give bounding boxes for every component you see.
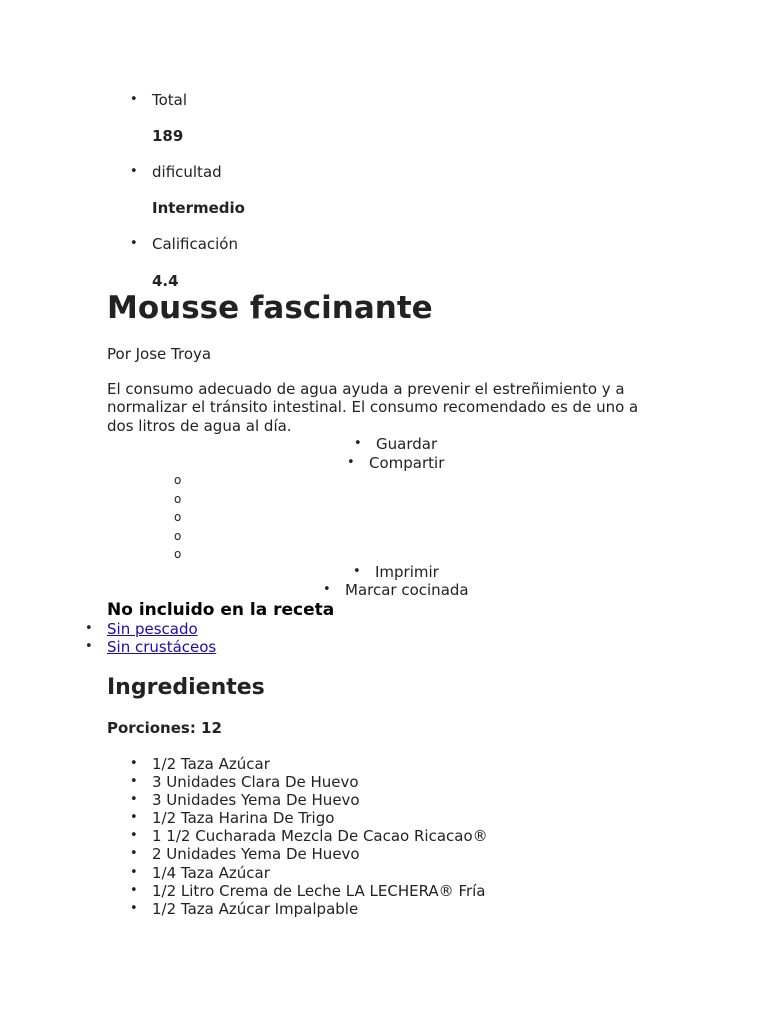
share-icon[interactable] (174, 492, 194, 510)
stat-rating-label: • Calificación (152, 234, 238, 254)
ingredient-item: • 1/2 Taza Harina De Trigo (152, 809, 652, 827)
recipe-author: Por Jose Troya (107, 345, 212, 363)
excluded-item (107, 620, 198, 638)
ingredient-item: • 1/2 Litro Crema de Leche LA LECHERA® Fría (152, 882, 652, 900)
stat-difficulty-label: • dificultad (152, 162, 222, 182)
share-icon[interactable] (174, 547, 194, 565)
stat-total-label: • Total (152, 90, 187, 110)
print-button[interactable]: • Imprimir (375, 562, 439, 582)
share-button[interactable]: • Compartir (369, 453, 444, 473)
stat-rating-value: 4.4 (152, 272, 179, 290)
stat-total-value: 189 (152, 127, 184, 145)
excluded-title: No incluido en la receta (107, 600, 335, 620)
share-icon[interactable] (174, 529, 194, 547)
recipe-title: Mousse fascinante (107, 290, 433, 326)
ingredient-item: • 3 Unidades Yema De Huevo (152, 791, 652, 809)
excluded-link-fish[interactable]: Sin pescado (107, 620, 198, 638)
stat-difficulty-value: Intermedio (152, 199, 245, 217)
ingredients-list (152, 755, 652, 918)
share-icon[interactable] (174, 473, 194, 491)
ingredient-item: • 2 Unidades Yema De Huevo (152, 845, 652, 863)
portions-count: Porciones: 12 (107, 719, 222, 737)
ingredient-item: • 1/2 Taza Azúcar Impalpable (152, 900, 652, 918)
excluded-link-shellfish[interactable]: Sin crustáceos (107, 638, 217, 656)
recipe-description: El consumo adecuado de agua ayuda a prevenir el estreñimiento y a normalizar el tránsito intestinal. El consumo recomendado es de uno a dos litros de agua al día. (107, 380, 639, 435)
ingredient-item: • 3 Unidades Clara De Huevo (152, 773, 652, 791)
share-icon[interactable] (174, 510, 194, 528)
ingredient-item: • 1/4 Taza Azúcar (152, 864, 652, 882)
ingredient-item: • 1 1/2 Cucharada Mezcla De Cacao Ricacao® (152, 827, 652, 845)
ingredient-item: • 1/2 Taza Azúcar (152, 755, 652, 773)
save-button[interactable]: • Guardar (376, 434, 437, 454)
ingredients-title: Ingredientes (107, 675, 265, 700)
mark-cooked-button[interactable]: • Marcar cocinada (345, 580, 469, 600)
excluded-item (107, 638, 216, 656)
